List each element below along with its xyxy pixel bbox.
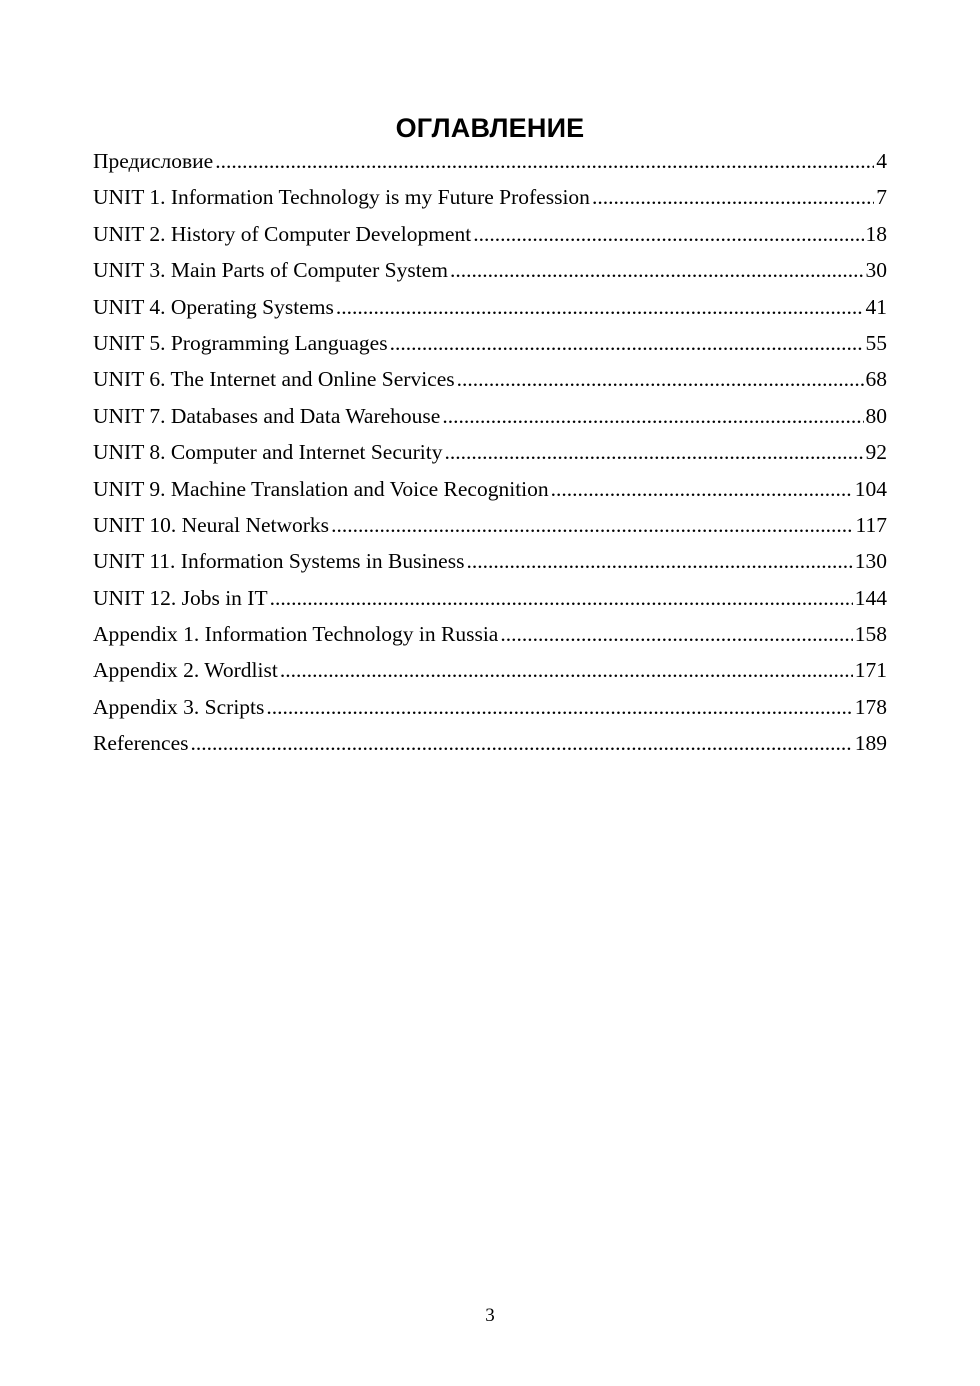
- toc-entry-label: Appendix 3. Scripts: [93, 694, 265, 719]
- dot-leader: [336, 289, 864, 325]
- dot-leader: [390, 325, 864, 361]
- toc-entry-page: 104: [854, 476, 887, 501]
- dot-leader: [592, 179, 874, 215]
- toc-entry-page: 117: [855, 512, 887, 537]
- toc-entry[interactable]: [93, 580, 887, 616]
- dot-leader: [266, 689, 852, 725]
- toc-entry-page: 55: [865, 330, 887, 355]
- toc-entry[interactable]: [93, 289, 887, 325]
- dot-leader: [450, 252, 864, 288]
- toc-entry[interactable]: [93, 471, 887, 507]
- toc-entry-label: UNIT 12. Jobs in IT: [93, 585, 268, 610]
- toc-entry-label: Предисловие: [93, 149, 214, 173]
- toc-entry-label: UNIT 6. The Internet and Online Services: [93, 367, 455, 392]
- toc-entry[interactable]: [93, 689, 887, 725]
- table-of-contents: [93, 143, 887, 762]
- toc-entry-label: Appendix 1. Information Technology in Russia: [93, 622, 499, 647]
- toc-entry[interactable]: [93, 252, 887, 288]
- toc-entry-label: UNIT 10. Neural Networks: [93, 512, 330, 537]
- toc-entry[interactable]: [93, 361, 887, 397]
- dot-leader: [551, 471, 853, 507]
- toc-entry[interactable]: [93, 179, 887, 215]
- toc-entry-label: UNIT 5. Programming Languages: [93, 330, 388, 355]
- dot-leader: [270, 580, 853, 616]
- toc-entry-label: Appendix 2. Wordlist: [93, 658, 278, 683]
- toc-entry-label: UNIT 8. Computer and Internet Security: [93, 440, 443, 465]
- toc-entry[interactable]: [93, 143, 887, 179]
- toc-entry-page: 130: [854, 549, 887, 574]
- dot-leader: [457, 361, 864, 397]
- toc-entry-page: 41: [865, 294, 887, 319]
- toc-entry-label: UNIT 1. Information Technology is my Future Profession: [93, 185, 590, 210]
- toc-entry-page: 158: [854, 622, 887, 647]
- page-number: 3: [485, 1305, 495, 1326]
- toc-entry-page: 30: [865, 258, 887, 283]
- toc-entry-label: UNIT 2. History of Computer Development: [93, 221, 472, 246]
- toc-entry-page: 178: [854, 694, 887, 719]
- dot-leader: [280, 652, 853, 688]
- toc-entry[interactable]: [93, 652, 887, 688]
- toc-entry[interactable]: [93, 725, 887, 761]
- dot-leader: [215, 143, 874, 179]
- dot-leader: [473, 216, 863, 252]
- toc-entry[interactable]: [93, 543, 887, 579]
- toc-entry[interactable]: [93, 507, 887, 543]
- toc-entry-page: 92: [865, 440, 887, 465]
- toc-entry[interactable]: [93, 216, 887, 252]
- toc-entry[interactable]: [93, 434, 887, 470]
- dot-leader: [466, 543, 852, 579]
- toc-entry[interactable]: [93, 398, 887, 434]
- toc-entry-label: UNIT 7. Databases and Data Warehouse: [93, 403, 441, 428]
- toc-entry[interactable]: [93, 616, 887, 652]
- toc-entry[interactable]: [93, 325, 887, 361]
- toc-entry-label: UNIT 11. Information Systems in Business: [93, 549, 465, 574]
- dot-leader: [191, 725, 853, 761]
- toc-entry-page: 171: [854, 658, 887, 683]
- toc-entry-page: 80: [865, 403, 887, 428]
- dot-leader: [500, 616, 852, 652]
- toc-entry-page: 18: [865, 221, 887, 246]
- toc-entry-label: References: [93, 731, 189, 756]
- page-title: ОГЛАВЛЕНИЕ: [395, 113, 585, 144]
- dot-leader: [331, 507, 853, 543]
- toc-entry-page: 68: [865, 367, 887, 392]
- dot-leader: [445, 434, 864, 470]
- toc-entry-page: 7: [876, 185, 887, 210]
- dot-leader: [442, 398, 863, 434]
- toc-entry-label: UNIT 9. Machine Translation and Voice Recognition: [93, 476, 549, 501]
- toc-entry-page: 4: [876, 149, 887, 173]
- toc-entry-label: UNIT 3. Main Parts of Computer System: [93, 258, 448, 283]
- toc-entry-page: 189: [854, 731, 887, 756]
- toc-entry-page: 144: [854, 585, 887, 610]
- toc-entry-label: UNIT 4. Operating Systems: [93, 294, 334, 319]
